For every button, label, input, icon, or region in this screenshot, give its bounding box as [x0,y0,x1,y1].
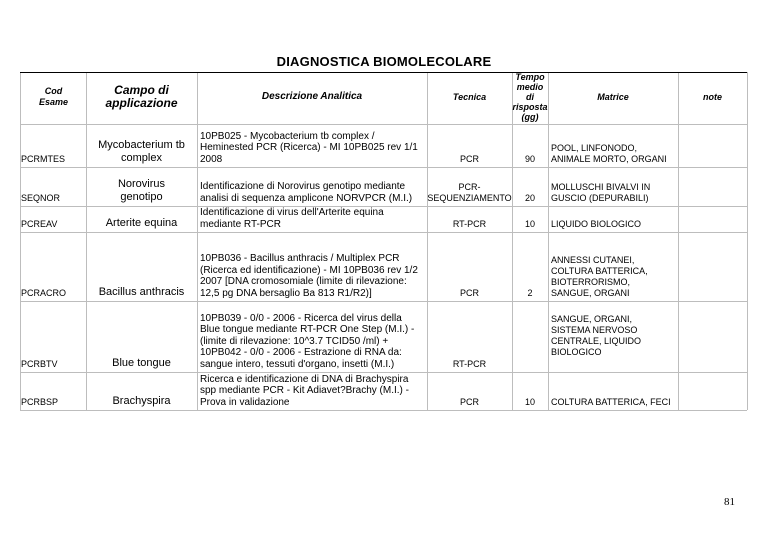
row-note [678,124,747,167]
row-campo: Mycobacterium tb complex [98,139,185,164]
row-tempo: 10 [524,397,535,407]
row-tempo: 90 [524,154,535,164]
row-campo: Brachyspira [112,395,171,407]
row-campo: Arterite equina [105,217,178,229]
row-matrice: COLTURA BATTERICA, FECI [551,397,671,407]
row-tecnica: RT-PCR [452,359,487,369]
row-cod: PCREAV [21,219,58,229]
row-descrizione: Identificazione di virus dell'Arterite equina mediante RT-PCR [200,207,384,230]
page-number: 81 [724,496,735,508]
header-note: note [703,91,722,102]
grid-line [747,72,748,410]
row-tecnica: PCR- SEQUENZIAMENTO [427,182,512,203]
row-matrice: SANGUE, ORGANI, SISTEMA NERVOSO CENTRALE, LIQUIDO BIOLOGICO [551,314,642,357]
diagnostics-table [20,72,747,410]
row-note [678,206,747,232]
row-cod: PCRACRO [21,288,67,298]
row-tempo: 2 [527,288,533,298]
row-campo: Norovirus genotipo [117,178,166,203]
header-descrizione: Descrizione Analitica [261,91,363,103]
row-descrizione: 10PB039 - 0/0 - 2006 - Ricerca del virus della Blue tongue mediante RT-PCR One Step (M.I.) - (limite di rilevazione: 10^3.7 TCID50 /ml) + 10PB042 - 0/0 - 2006 - Estrazione di RNA da: sangue intero, tessuti d'organo, insetti (M.I.) [200,312,415,370]
row-descrizione: Identificazione di Norovirus genotipo mediante analisi di sequenza amplicone NORVPCR (M.I.) [200,181,413,204]
row-cod: PCRBTV [21,359,58,369]
header-campo: Campo di applicazione [105,83,178,110]
row-note [678,167,747,206]
header-matrice: Matrice [597,91,629,102]
row-note [678,372,747,410]
row-cod: SEQNOR [21,193,61,203]
grid-line [20,410,747,411]
row-note [678,301,747,372]
row-tecnica: PCR [459,397,479,407]
row-tempo: 20 [524,193,535,203]
row-campo: Blue tongue [112,357,171,369]
header-cod-esame: Cod Esame [38,86,69,107]
row-tecnica: PCR [459,288,479,298]
row-descrizione: Ricerca e identificazione di DNA di Brachyspira spp mediante PCR - Kit Adiavet?Brachy (M.I.) - Prova in validazione [200,373,409,408]
row-tecnica: PCR [459,154,479,164]
row-matrice: ANNESSI CUTANEI, COLTURA BATTERICA, BIOTERRORISMO, SANGUE, ORGANI [551,255,648,298]
row-descrizione: 10PB025 - Mycobacterium tb complex / Heminested PCR (Ricerca) - MI 10PB025 rev 1/1 2008 [200,130,418,165]
row-matrice: MOLLUSCHI BIVALVI IN GUSCIO (DEPURABILI) [551,182,651,203]
row-cod: PCRBSP [21,397,59,407]
row-matrice: LIQUIDO BIOLOGICO [551,219,642,229]
row-campo: Bacillus anthracis [98,286,185,298]
row-tempo [512,301,548,372]
row-cod: PCRMTES [21,154,66,164]
header-tempo: Tempo medio di risposta (gg) [512,72,548,122]
page-title: DIAGNOSTICA BIOMOLECOLARE [276,54,492,69]
row-matrice: POOL, LINFONODO, ANIMALE MORTO, ORGANI [551,143,667,164]
row-tempo: 10 [524,219,535,229]
row-descrizione: 10PB036 - Bacillus anthracis / Multiplex PCR (Ricerca ed identificazione) - MI 10PB036 rev 1/2 2007 [DNA cromosomiale (limite di rilevazione: 12,5 pg DNA bersaglio Ba 813 R1/R2)] [200,253,418,299]
row-tecnica: RT-PCR [452,219,487,229]
row-note [678,232,747,301]
header-tecnica: Tecnica [452,91,487,102]
